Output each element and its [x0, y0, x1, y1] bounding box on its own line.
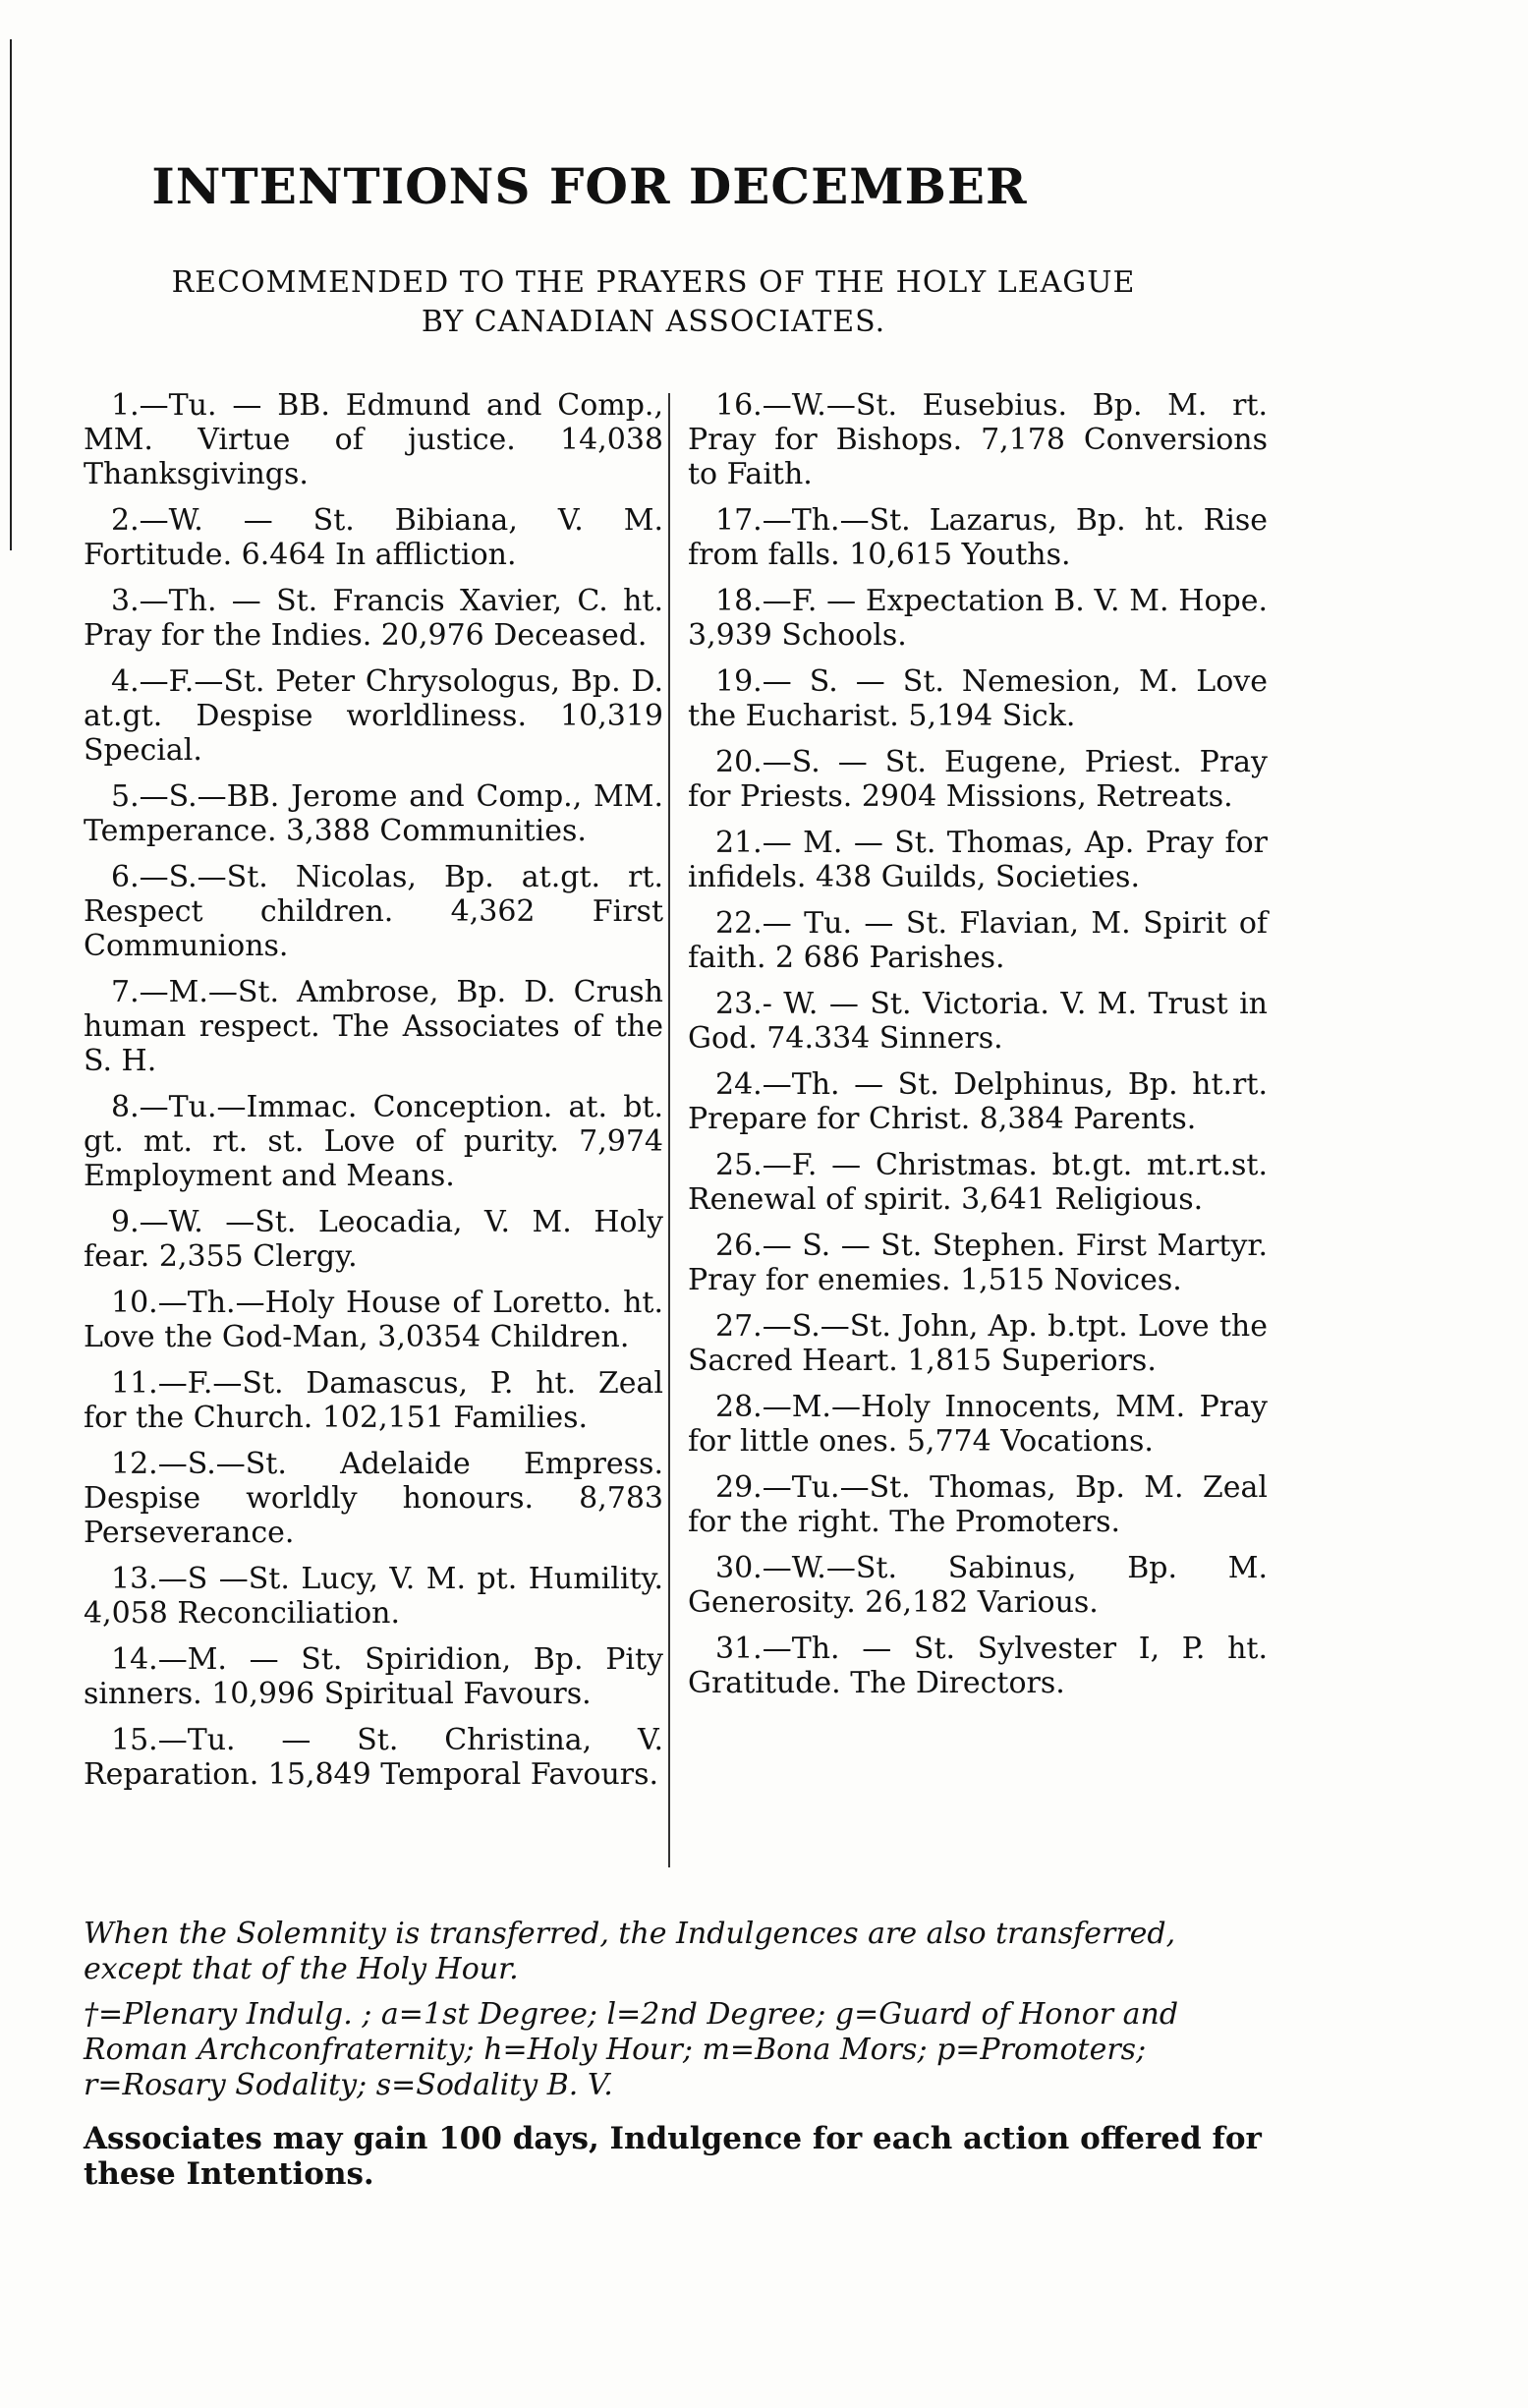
entry-text: —St. Peter Chrysologus, Bp. D. at.gt. Despise worldliness. 10,319 Special.: [84, 664, 663, 768]
intention-entry: [688, 1470, 1268, 1539]
entry-text: —St. John, Ap. b.tpt. Love the Sacred Heart. 1,815 Superiors.: [688, 1309, 1268, 1378]
subtitle-line-1: RECOMMENDED TO THE PRAYERS OF THE HOLY LEAGUE: [171, 265, 1136, 300]
entry-text: — Christmas. bt.gt. mt.rt.st. Renewal of spirit. 3,641 Religious.: [688, 1148, 1268, 1217]
right-column: [688, 388, 1268, 1712]
entry-day: 21.— M.: [715, 826, 843, 860]
entry-text: —St. Ambrose, Bp. D. Crush human respect. The Associates of the S. H.: [84, 975, 663, 1078]
associates-note: Associates may gain 100 days, Indulgence for each action offered for these Intentions.: [84, 2121, 1262, 2192]
intention-entry: [84, 1366, 663, 1435]
intention-entry: [84, 1286, 663, 1354]
intention-entry: [84, 584, 663, 653]
entry-text: — St. Sylvester I, P. ht. Gratitude. The Directors.: [688, 1632, 1268, 1700]
intention-entry: [688, 987, 1268, 1056]
intention-entry: [688, 1309, 1268, 1378]
subtitle: [0, 263, 1307, 342]
legend-note: †=Plenary Indulg. ; a=1st Degree; l=2nd Degree; g=Guard of Honor and Roman Archconfraternity; h=Holy Hour; m=Bona Mors; p=Promoters; r=Rosary Sodality; s=Sodality B. V.: [84, 1997, 1179, 2102]
entry-text: —St. Damascus, P. ht. Zeal for the Church. 102,151 Families.: [84, 1366, 663, 1435]
entry-day: 26.— S.: [715, 1229, 831, 1263]
column-divider: [668, 393, 670, 1867]
entry-text: — St. Thomas, Ap. Pray for infidels. 438 Guilds, Societies.: [688, 826, 1268, 894]
intention-entry: [688, 906, 1268, 975]
intention-entry: [84, 1642, 663, 1711]
entry-day: 5.—S.: [111, 779, 198, 814]
intention-entry: [84, 860, 663, 963]
entry-day: 28.—M.: [715, 1390, 831, 1424]
intention-entry: [84, 1205, 663, 1274]
entry-text: —BB. Jerome and Comp., MM. Temperance. 3,388 Communities.: [84, 779, 663, 848]
entry-day: 2.—W.: [111, 503, 203, 538]
intention-entry: [688, 826, 1268, 894]
intention-entry: [688, 1229, 1268, 1297]
intention-entry: [84, 503, 663, 572]
entry-day: 7.—M.: [111, 975, 208, 1009]
intention-entry: [84, 1723, 663, 1792]
left-column: [84, 388, 663, 1804]
entry-text: — Expectation B. V. M. Hope. 3,939 Schools.: [688, 584, 1268, 653]
entry-day: 12.—S.: [111, 1447, 216, 1481]
entry-day: 14.—M.: [111, 1642, 227, 1677]
intention-entry: [84, 1562, 663, 1631]
intention-entry: [688, 503, 1268, 572]
entry-day: 17.—Th.: [715, 503, 840, 538]
entry-text: — St. Nemesion, M. Love the Eucharist. 5,194 Sick.: [688, 664, 1268, 733]
intention-entry: [688, 1551, 1268, 1620]
entry-text: —St. Nicolas, Bp. at.gt. rt. Respect children. 4,362 First Communions.: [84, 860, 663, 963]
intention-entry: [688, 1632, 1268, 1700]
entry-text: — St. Victoria. V. M. Trust in God. 74.334 Sinners.: [688, 987, 1269, 1056]
entry-text: — St. Eugene, Priest. Pray for Priests. 2904 Missions, Retreats.: [688, 745, 1268, 814]
intention-entry: [688, 584, 1268, 653]
entry-day: 6.—S.: [111, 860, 198, 894]
intention-entry: [84, 1090, 663, 1193]
entry-text: —St. Leocadia, V. M. Holy fear. 2,355 Clergy.: [84, 1205, 663, 1274]
entry-text: — BB. Edmund and Comp., MM. Virtue of justice. 14,038 Thanksgivings.: [84, 388, 663, 491]
page-title: INTENTIONS FOR DECEMBER: [151, 157, 1028, 215]
entry-text: —St. Sabinus, Bp. M. Generosity. 26,182 Various.: [688, 1551, 1268, 1620]
entry-day: 4.—F.: [111, 664, 195, 699]
entry-day: 3.—Th.: [111, 584, 217, 618]
entry-day: 8.—Tu.: [111, 1090, 217, 1124]
entry-day: 9.—W.: [111, 1205, 203, 1239]
entry-day: 16.—W.: [715, 388, 826, 423]
entry-text: — St. Stephen. First Martyr. Pray for enemies. 1,515 Novices.: [688, 1229, 1268, 1297]
entry-text: — St. Delphinus, Bp. ht.rt. Prepare for Christ. 8,384 Parents.: [688, 1067, 1268, 1136]
entry-day: 29.—Tu.: [715, 1470, 840, 1505]
entry-day: 30.—W.: [715, 1551, 826, 1585]
entry-day: 15.—Tu.: [111, 1723, 236, 1757]
entry-day: 20.—S.: [715, 745, 821, 779]
intention-entry: [688, 1148, 1268, 1217]
intention-entry: [688, 388, 1268, 491]
intention-entry: [688, 745, 1268, 814]
intention-entry: [84, 1447, 663, 1550]
entry-day: 18.—F.: [715, 584, 818, 618]
entry-day: 31.—Th.: [715, 1632, 840, 1666]
entry-text: — St. Flavian, M. Spirit of faith. 2 686 Parishes.: [688, 906, 1268, 975]
entry-text: — St. Bibiana, V. M. Fortitude. 6.464 In affliction.: [84, 503, 663, 572]
entry-text: —St. Adelaide Empress. Despise worldly honours. 8,783 Perseverance.: [84, 1447, 663, 1550]
entry-day: 22.— Tu.: [715, 906, 852, 941]
entry-day: 11.—F.: [111, 1366, 213, 1401]
entry-day: 23.- W.: [715, 987, 819, 1021]
entry-day: 13.—S: [111, 1562, 208, 1596]
entry-day: 19.— S.: [715, 664, 838, 699]
entry-day: 27.—S.: [715, 1309, 821, 1344]
entry-text: — St. Christina, V. Reparation. 15,849 Temporal Favours.: [84, 1723, 663, 1792]
solemnity-note: When the Solemnity is transferred, the Indulgences are also transferred, except that of the Holy Hour.: [84, 1917, 1176, 1986]
entry-text: —Holy Innocents, MM. Pray for little ones. 5,774 Vocations.: [688, 1390, 1268, 1459]
intention-entry: [84, 779, 663, 848]
entry-text: —St. Lucy, V. M. pt. Humility. 4,058 Reconciliation.: [84, 1562, 663, 1631]
intention-entry: [84, 388, 663, 491]
intention-entry: [688, 664, 1268, 733]
intention-entry: [84, 975, 663, 1078]
entry-day: 10.—Th.: [111, 1286, 236, 1320]
entry-text: — St. Spiridion, Bp. Pity sinners. 10,996 Spiritual Favours.: [84, 1642, 663, 1711]
intention-entry: [84, 664, 663, 768]
entry-text: —St. Eusebius. Bp. M. rt. Pray for Bishops. 7,178 Conversions to Faith.: [688, 388, 1268, 491]
entry-text: —Holy House of Loretto. ht. Love the God-Man, 3,0354 Children.: [84, 1286, 663, 1354]
intention-entry: [688, 1390, 1268, 1459]
entry-text: —St. Lazarus, Bp. ht. Rise from falls. 10,615 Youths.: [688, 503, 1268, 572]
entry-text: —Immac. Conception. at. bt. gt. mt. rt. st. Love of purity. 7,974 Employment and Means.: [84, 1090, 663, 1193]
entry-day: 1.—Tu.: [111, 388, 217, 423]
entry-day: 24.—Th.: [715, 1067, 840, 1102]
intention-entry: [688, 1067, 1268, 1136]
notes: [84, 1917, 1263, 2113]
entry-text: —St. Thomas, Bp. M. Zeal for the right. The Promoters.: [688, 1470, 1268, 1539]
subtitle-line-2: BY CANADIAN ASSOCIATES.: [421, 305, 886, 339]
entry-text: — St. Francis Xavier, C. ht. Pray for the Indies. 20,976 Deceased.: [84, 584, 663, 653]
entry-day: 25.—F.: [715, 1148, 818, 1182]
